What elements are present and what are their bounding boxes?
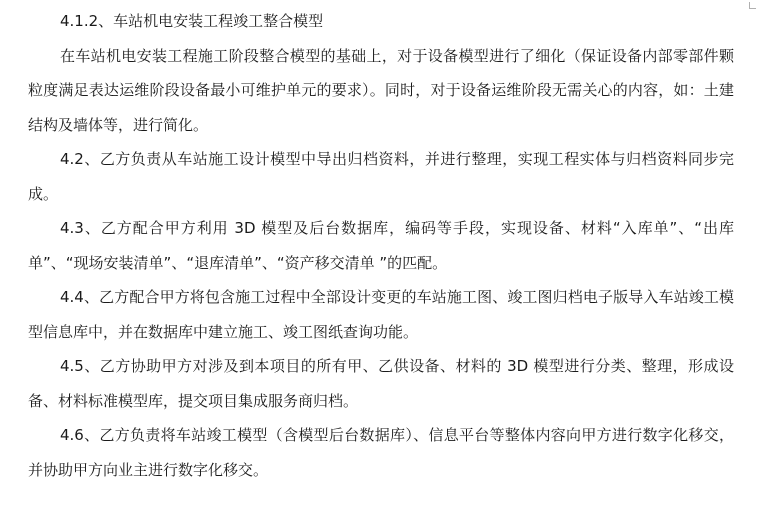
- paragraph-4-4: 4.4、乙方配合甲方将包含施工过程中全部设计变更的车站施工图、竣工图归档电子版导入车站竣工模型信息库中，并在数据库中建立施工、竣工图纸查询功能。: [28, 288, 734, 341]
- page-corner-mark: [749, 2, 756, 9]
- paragraph-4-2: 4.2、乙方负责从车站施工设计模型中导出归档资料，并进行整理，实现工程实体与归档资料同步完成。: [28, 150, 734, 203]
- paragraph-4-3: 4.3、乙方配合甲方利用 3D 模型及后台数据库，编码等手段，实现设备、材料“入库单”、“出库单”、“现场安装清单”、“退库清单”、“资产移交清单 ”的匹配。: [28, 219, 734, 272]
- paragraph-4-1-2-body: 在车站机电安装工程施工阶段整合模型的基础上，对于设备模型进行了细化（保证设备内部零部件颗粒度满足表达运维阶段设备最小可维护单元的要求）。同时，对于设备运维阶段无需关心的内容，如：土建结构及墙体等，进行简化。: [28, 46, 734, 134]
- paragraph-4-5: 4.5、乙方协助甲方对涉及到本项目的所有甲、乙供设备、材料的 3D 模型进行分类、整理，形成设备、材料标准模型库，提交项目集成服务商归档。: [28, 357, 734, 410]
- paragraph-4-6: 4.6、乙方负责将车站竣工模型（含模型后台数据库）、信息平台等整体内容向甲方进行数字化移交，并协助甲方向业主进行数字化移交。: [28, 426, 734, 479]
- section-heading: 4.1.2、车站机电安装工程竣工整合模型: [60, 12, 324, 30]
